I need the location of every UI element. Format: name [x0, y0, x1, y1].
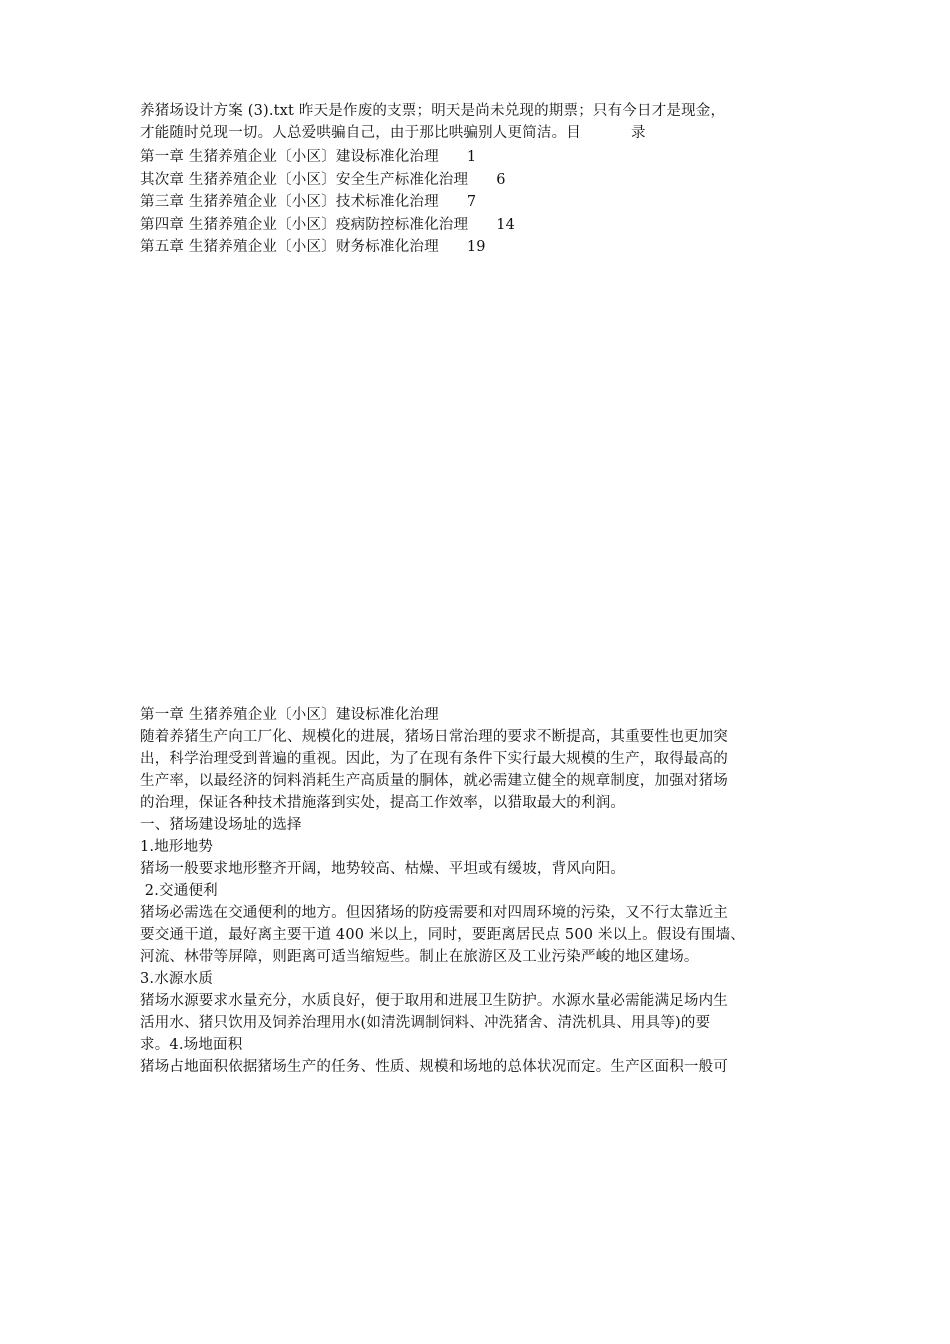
toc-title: 第一章 生猪养殖企业〔小区〕建设标准化治理	[140, 149, 439, 165]
chapter-heading: 第一章 生猪养殖企业〔小区〕建设标准化治理	[140, 707, 439, 723]
toc-title: 第三章 生猪养殖企业〔小区〕技术标准化治理	[140, 194, 439, 210]
body-line: 随着养猪生产向工厂化、规模化的进展，猪场日常治理的要求不断提高，其重要性也更加突	[140, 729, 728, 745]
subsection-heading: 1.地形地势	[140, 839, 214, 855]
body-line: 求。4.场地面积	[140, 1037, 243, 1053]
body-line: 出，科学治理受到普遍的重视。因此，为了在现有条件下实行最大规模的生产，取得最高的	[140, 751, 728, 767]
toc-title: 第五章 生猪养殖企业〔小区〕财务标准化治理	[140, 239, 439, 255]
toc-entry	[140, 146, 810, 169]
intro-line: 养猪场设计方案 (3).txt 昨天是作废的支票；明天是尚未兑现的期票；只有今日才是现金，	[140, 103, 726, 119]
toc-page-number: 14	[496, 216, 516, 233]
body-line: 要交通干道，最好离主要干道 400 米以上，同时，要距离居民点 500 米以上。假设有围墙、	[140, 927, 745, 943]
section-heading: 一、猪场建设场址的选择	[140, 817, 302, 833]
toc-entry	[140, 191, 810, 214]
intro-line-text: 才能随时兑现一切。人总爱哄骗自己，由于那比哄骗别人更简洁。目	[140, 125, 581, 141]
body-line: 河流、林带等屏障，则距离可适当缩短些。制止在旅游区及工业污染严峻的地区建场。	[140, 949, 699, 965]
toc-page-number: 7	[466, 194, 477, 210]
table-of-contents	[140, 146, 810, 259]
toc-title: 第四章 生猪养殖企业〔小区〕疫病防控标准化治理	[140, 216, 469, 233]
body-line: 生产率，以最经济的饲料消耗生产高质量的胴体，就必需建立健全的规章制度，加强对猪场	[140, 773, 728, 789]
body-line: 猪场必需选在交通便利的地方。但因猪场的防疫需要和对四周环境的污染，又不行太靠近主	[140, 905, 728, 921]
body-line: 猪场一般要求地形整齐开阔，地势较高、枯燥、平坦或有缓坡，背风向阳。	[140, 861, 626, 877]
subsection-heading: 2.交通便利	[140, 883, 218, 899]
subsection-heading: 3.水源水质	[140, 971, 214, 987]
body-line: 猪场水源要求水量充分，水质良好，便于取用和进展卫生防护。水源水量必需能满足场内生	[140, 993, 728, 1009]
body-line: 猪场占地面积依据猪场生产的任务、性质、规模和场地的总体状况而定。生产区面积一般可	[140, 1059, 728, 1075]
toc-page-number: 6	[496, 171, 506, 188]
toc-label: 录	[631, 125, 646, 141]
toc-page-number: 1	[466, 149, 477, 165]
toc-entry	[140, 214, 810, 237]
intro-line	[140, 122, 810, 144]
intro-paragraph	[140, 100, 810, 144]
toc-title: 其次章 生猪养殖企业〔小区〕安全生产标准化治理	[140, 171, 469, 188]
body-line: 活用水、猪只饮用及饲养治理用水(如清洗调制饲料、冲洗猪舍、清洗机具、用具等)的要	[140, 1015, 711, 1031]
toc-entry	[140, 236, 810, 259]
toc-page-number: 19	[466, 239, 486, 255]
body-line: 的治理，保证各种技术措施落到实处，提高工作效率，以猎取最大的利润。	[140, 795, 626, 811]
toc-entry	[140, 169, 810, 192]
chapter-1-content	[140, 704, 810, 1078]
